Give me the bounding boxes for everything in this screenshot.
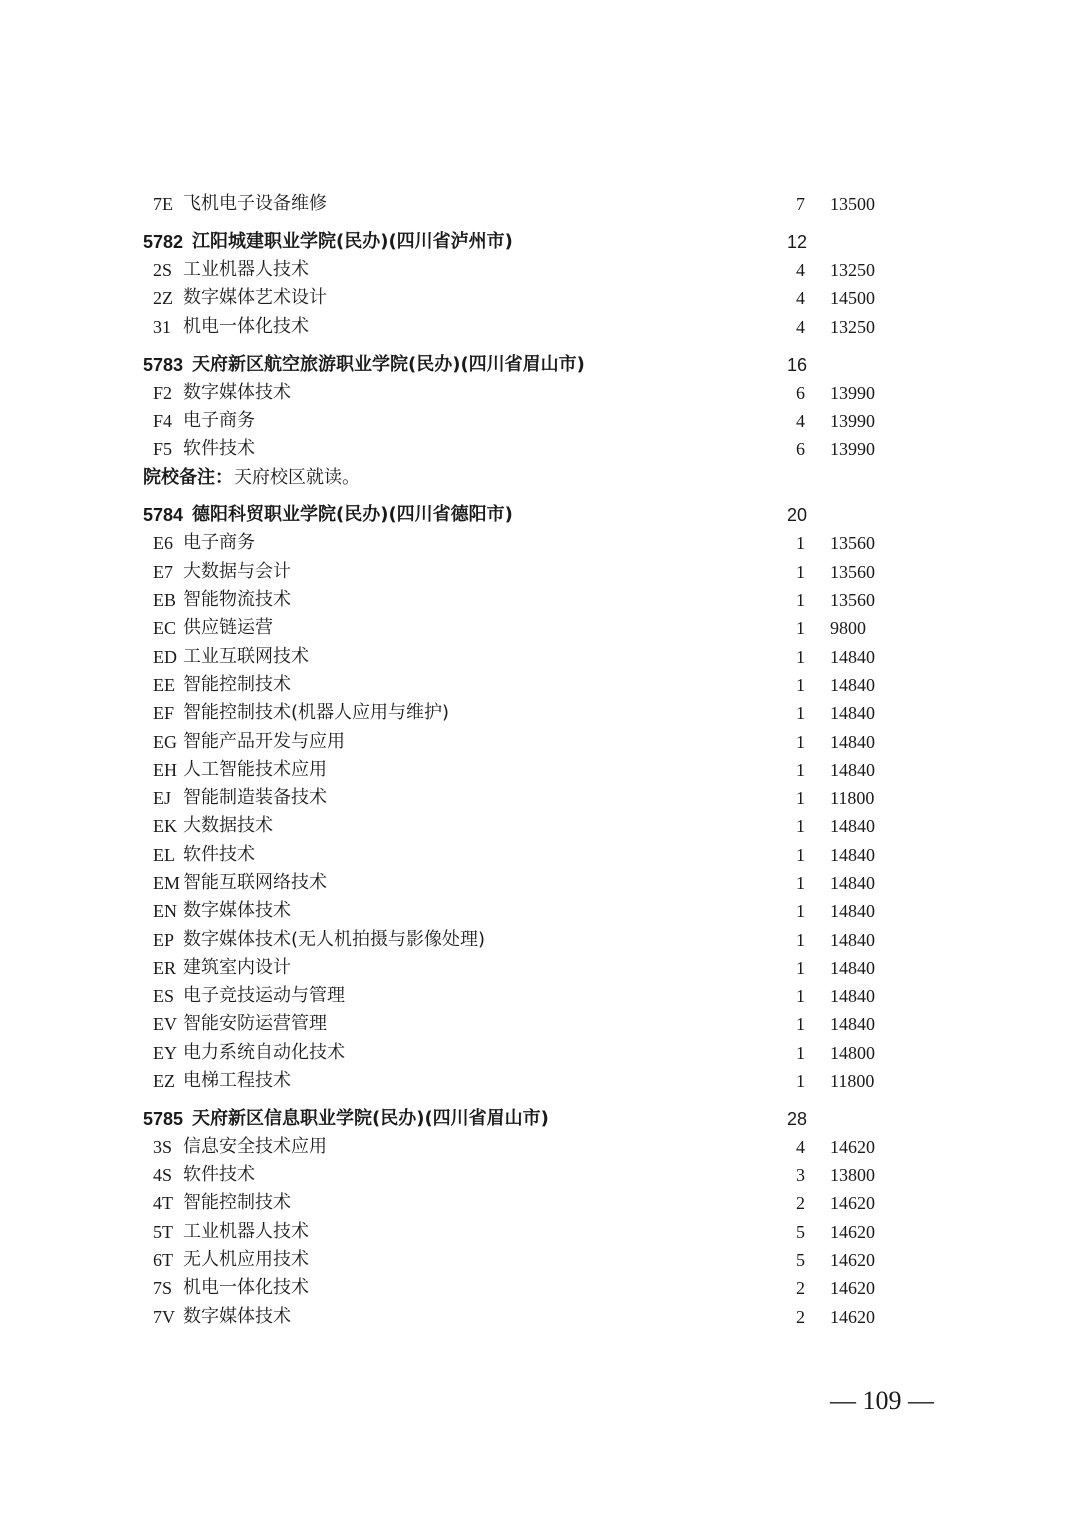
major-plan: 4 [796, 317, 805, 337]
major-name: 智能制造装备技术 [183, 787, 327, 808]
major-plan: 1 [796, 760, 805, 780]
major-fee: 13990 [830, 439, 875, 459]
major-name: 软件技术 [183, 844, 255, 865]
major-code: 7V [153, 1307, 175, 1327]
major-fee: 13560 [830, 533, 875, 553]
major-code: F2 [153, 383, 173, 403]
major-code: EC [153, 618, 177, 638]
major-name: 电子商务 [183, 532, 255, 553]
note-text: 天府校区就读。 [234, 467, 360, 488]
major-code: E7 [153, 562, 173, 582]
major-code: ER [153, 958, 177, 978]
major-fee: 9800 [830, 618, 866, 638]
major-code: F5 [153, 439, 173, 459]
major-code: EL [153, 845, 175, 865]
major-name: 智能物流技术 [183, 589, 291, 610]
major-plan: 1 [796, 986, 805, 1006]
major-row [0, 1189, 1080, 1217]
major-plan: 1 [796, 590, 805, 610]
major-row [0, 841, 1080, 869]
major-fee: 14620 [830, 1278, 875, 1298]
major-row [0, 190, 1080, 218]
major-fee: 14840 [830, 986, 875, 1006]
major-fee: 14620 [830, 1250, 875, 1270]
major-fee: 13990 [830, 411, 875, 431]
school-note [0, 464, 1080, 492]
note-label: 院校备注： [143, 467, 233, 488]
major-row [0, 313, 1080, 341]
major-row [0, 1274, 1080, 1302]
major-code: EV [153, 1014, 177, 1034]
major-name: 电力系统自动化技术 [183, 1042, 345, 1063]
school-name: 天府新区航空旅游职业学院(民办)(四川省眉山市) [192, 354, 585, 375]
major-fee: 14620 [830, 1307, 875, 1327]
major-name: 数字媒体技术 [183, 1306, 291, 1327]
major-code: EM [153, 873, 180, 893]
major-name: 信息安全技术应用 [183, 1136, 327, 1157]
major-name: 工业互联网技术 [183, 646, 309, 667]
school-name: 天府新区信息职业学院(民办)(四川省眉山市) [192, 1108, 549, 1129]
major-plan: 1 [796, 816, 805, 836]
major-row [0, 812, 1080, 840]
major-plan: 2 [796, 1278, 805, 1298]
major-name: 数字媒体艺术设计 [183, 287, 327, 308]
major-fee: 13560 [830, 590, 875, 610]
major-fee: 14840 [830, 873, 875, 893]
major-fee: 14840 [830, 958, 875, 978]
major-row [0, 869, 1080, 897]
school-plan: 16 [787, 355, 808, 375]
major-code: F4 [153, 411, 173, 431]
major-name: 人工智能技术应用 [183, 759, 327, 780]
major-plan: 5 [796, 1222, 805, 1242]
major-plan: 1 [796, 901, 805, 921]
major-plan: 1 [796, 703, 805, 723]
major-name: 电子竞技运动与管理 [183, 985, 345, 1006]
major-name: 数字媒体技术 [183, 382, 291, 403]
major-code: EJ [153, 788, 171, 808]
major-row [0, 435, 1080, 463]
major-code: 5T [153, 1222, 173, 1242]
major-name: 智能控制技术(机器人应用与维护) [183, 702, 450, 723]
major-plan: 1 [796, 930, 805, 950]
major-fee: 13250 [830, 317, 875, 337]
major-row [0, 1161, 1080, 1189]
major-fee: 14840 [830, 675, 875, 695]
major-fee: 14620 [830, 1193, 875, 1213]
major-name: 工业机器人技术 [183, 1221, 309, 1242]
major-fee: 13990 [830, 383, 875, 403]
major-code: EH [153, 760, 177, 780]
major-fee: 14840 [830, 845, 875, 865]
major-name: 智能安防运营管理 [183, 1013, 327, 1034]
major-row [0, 643, 1080, 671]
school-row [0, 501, 1080, 529]
major-row [0, 671, 1080, 699]
school-code: 5784 [143, 505, 184, 525]
major-code: ES [153, 986, 175, 1006]
major-fee: 14620 [830, 1222, 875, 1242]
major-plan: 1 [796, 845, 805, 865]
major-plan: 4 [796, 411, 805, 431]
major-plan: 1 [796, 1043, 805, 1063]
major-name: 电子商务 [183, 410, 255, 431]
school-name: 江阳城建职业学院(民办)(四川省泸州市) [192, 231, 513, 252]
major-fee: 11800 [830, 1071, 875, 1091]
major-code: EE [153, 675, 175, 695]
major-code: 31 [153, 317, 171, 337]
major-plan: 1 [796, 675, 805, 695]
major-fee: 14840 [830, 703, 875, 723]
major-fee: 14840 [830, 1014, 875, 1034]
major-name: 电梯工程技术 [183, 1070, 291, 1091]
major-row [0, 728, 1080, 756]
major-plan: 4 [796, 1137, 805, 1157]
major-name: 机电一体化技术 [183, 316, 309, 337]
major-fee: 13500 [830, 194, 875, 214]
major-code: 6T [153, 1250, 173, 1270]
major-name: 智能控制技术 [183, 674, 291, 695]
school-plan: 28 [787, 1109, 808, 1129]
major-code: 7S [153, 1278, 173, 1298]
major-name: 软件技术 [183, 1164, 255, 1185]
major-plan: 5 [796, 1250, 805, 1270]
major-row [0, 1133, 1080, 1161]
major-row [0, 1303, 1080, 1331]
major-row [0, 407, 1080, 435]
school-plan: 20 [787, 505, 808, 525]
major-code: EB [153, 590, 177, 610]
major-plan: 1 [796, 562, 805, 582]
major-code: E6 [153, 533, 173, 553]
major-name: 建筑室内设计 [183, 957, 291, 978]
major-code: EZ [153, 1071, 175, 1091]
major-code: 4T [153, 1193, 173, 1213]
major-row [0, 756, 1080, 784]
major-plan: 4 [796, 288, 805, 308]
major-plan: 7 [796, 194, 805, 214]
major-fee: 13800 [830, 1165, 875, 1185]
major-plan: 1 [796, 788, 805, 808]
major-plan: 6 [796, 383, 805, 403]
major-row [0, 926, 1080, 954]
school-row [0, 351, 1080, 379]
major-row [0, 256, 1080, 284]
school-row [0, 228, 1080, 256]
major-name: 机电一体化技术 [183, 1277, 309, 1298]
major-row [0, 284, 1080, 312]
major-name: 无人机应用技术 [183, 1249, 309, 1270]
major-row [0, 558, 1080, 586]
major-fee: 14620 [830, 1137, 875, 1157]
school-code: 5783 [143, 355, 184, 375]
major-name: 供应链运营 [183, 617, 273, 638]
major-fee: 14840 [830, 816, 875, 836]
major-code: 7E [153, 194, 173, 214]
major-name: 数字媒体技术 [183, 900, 291, 921]
major-fee: 13250 [830, 260, 875, 280]
major-name: 工业机器人技术 [183, 259, 309, 280]
major-code: 4S [153, 1165, 173, 1185]
major-plan: 6 [796, 439, 805, 459]
major-row [0, 1010, 1080, 1038]
major-row [0, 699, 1080, 727]
major-code: EG [153, 732, 177, 752]
major-fee: 14500 [830, 288, 875, 308]
major-plan: 1 [796, 647, 805, 667]
major-row [0, 1218, 1080, 1246]
major-fee: 11800 [830, 788, 875, 808]
school-name: 德阳科贸职业学院(民办)(四川省德阳市) [192, 504, 513, 525]
school-code: 5785 [143, 1109, 184, 1129]
major-plan: 1 [796, 958, 805, 978]
major-row [0, 1039, 1080, 1067]
major-fee: 14840 [830, 930, 875, 950]
major-code: 3S [153, 1137, 173, 1157]
major-name: 数字媒体技术(无人机拍摄与影像处理) [183, 929, 486, 950]
school-row [0, 1105, 1080, 1133]
major-name: 大数据技术 [183, 815, 273, 836]
major-row [0, 982, 1080, 1010]
major-code: ED [153, 647, 177, 667]
major-plan: 1 [796, 1014, 805, 1034]
major-plan: 2 [796, 1307, 805, 1327]
major-row [0, 784, 1080, 812]
major-code: EP [153, 930, 175, 950]
major-fee: 14840 [830, 760, 875, 780]
major-plan: 3 [796, 1165, 805, 1185]
school-code: 5782 [143, 232, 184, 252]
major-row [0, 1246, 1080, 1274]
major-row [0, 897, 1080, 925]
major-code: EY [153, 1043, 177, 1063]
major-row [0, 586, 1080, 614]
major-fee: 13560 [830, 562, 875, 582]
major-row [0, 379, 1080, 407]
major-plan: 1 [796, 1071, 805, 1091]
major-code: EF [153, 703, 175, 723]
major-plan: 1 [796, 618, 805, 638]
major-name: 软件技术 [183, 438, 255, 459]
major-name: 智能控制技术 [183, 1192, 291, 1213]
major-row [0, 614, 1080, 642]
major-name: 飞机电子设备维修 [183, 193, 327, 214]
major-plan: 1 [796, 533, 805, 553]
school-plan: 12 [787, 232, 808, 252]
major-fee: 14840 [830, 732, 875, 752]
major-code: 2Z [153, 288, 173, 308]
major-fee: 14800 [830, 1043, 875, 1063]
page-number: — 109 — [830, 1386, 934, 1415]
major-fee: 14840 [830, 647, 875, 667]
major-fee: 14840 [830, 901, 875, 921]
major-code: EK [153, 816, 177, 836]
major-plan: 2 [796, 1193, 805, 1213]
major-plan: 1 [796, 873, 805, 893]
major-name: 智能产品开发与应用 [183, 731, 345, 752]
major-row [0, 1067, 1080, 1095]
major-code: 2S [153, 260, 173, 280]
major-row [0, 529, 1080, 557]
major-name: 大数据与会计 [183, 561, 291, 582]
major-row [0, 954, 1080, 982]
major-plan: 4 [796, 260, 805, 280]
major-name: 智能互联网络技术 [183, 872, 327, 893]
major-plan: 1 [796, 732, 805, 752]
major-code: EN [153, 901, 177, 921]
